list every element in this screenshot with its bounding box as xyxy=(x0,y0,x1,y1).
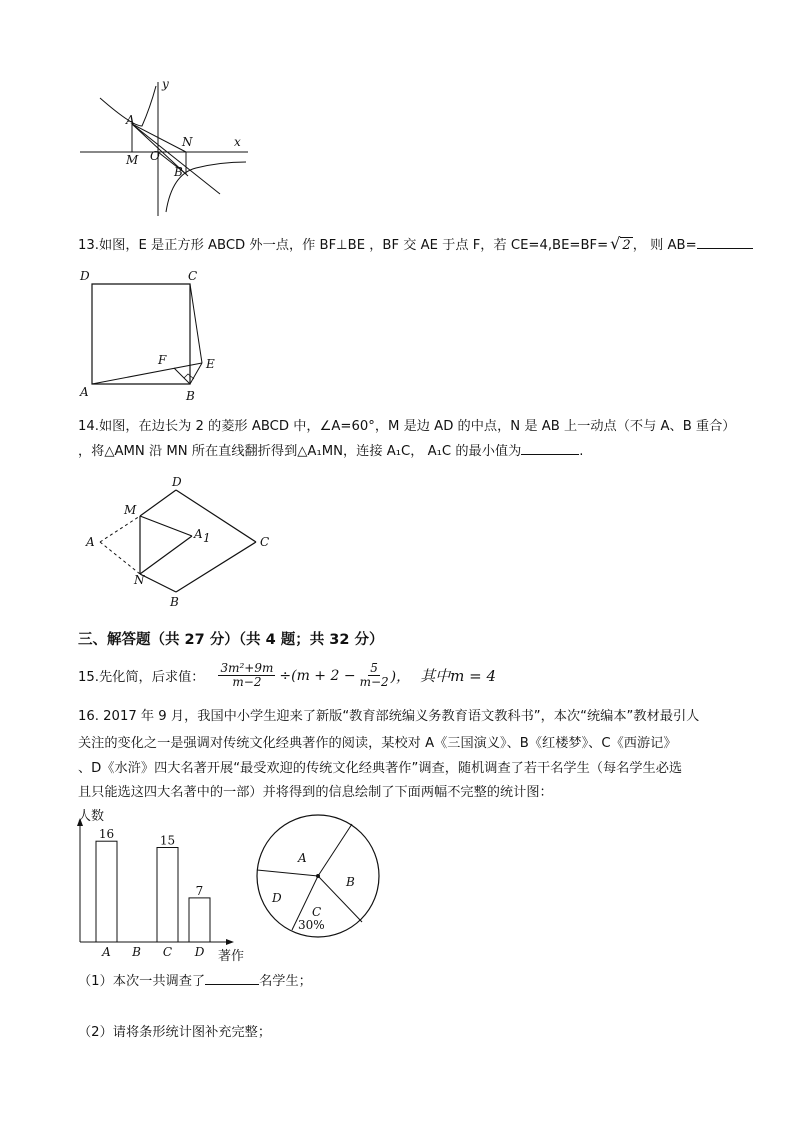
pie-chart xyxy=(254,812,384,942)
q13-text: 13.如图，E 是正方形 ABCD 外一点，作 BF⊥BE ，BF 交 AE 于点 F，若 CE=4,BE=BF= √ 2 ， 则 AB= xyxy=(78,234,753,253)
pie-slice-label-a: A xyxy=(298,851,307,865)
label-o: O xyxy=(150,149,160,163)
q15-line: 15.先化简，后求值： $\frac{\text{3m²+9m}}{m-2}$ ÷(m + 2 − $\frac{5}{m-2}$ )， 其中m = 4 xyxy=(78,661,496,689)
bar-x-axis-label: 著作 xyxy=(218,949,245,964)
bar-value-label-c: 15 xyxy=(159,833,176,848)
bar-value-label-d: 7 xyxy=(195,883,204,898)
label-a1: A xyxy=(194,527,203,541)
line-an xyxy=(132,124,186,152)
label-d: D xyxy=(172,475,182,489)
bar-value-label-a: 16 xyxy=(98,827,115,842)
bar-tick-label-d: D xyxy=(194,945,205,959)
label-a1-sub: 1 xyxy=(203,531,211,545)
dashed-am xyxy=(100,516,140,542)
label-m: M xyxy=(124,503,137,517)
fraction-1: $\frac{\text{3m²+9m}}{m-2}$ xyxy=(220,661,274,689)
pie-center xyxy=(316,874,320,878)
segment-na1 xyxy=(140,536,192,574)
label-e: E xyxy=(206,357,215,371)
sqrt-symbol: √ xyxy=(610,234,621,253)
bar-y-axis-label: 人数 xyxy=(78,809,105,824)
label-c: C xyxy=(188,269,198,283)
segment-be xyxy=(190,363,202,384)
dashed-an xyxy=(100,542,140,574)
sqrt-radicand: 2 xyxy=(622,238,631,253)
pie-percent-label-c: 30% xyxy=(298,918,325,932)
label-c: C xyxy=(260,535,270,549)
label-f: F xyxy=(158,353,167,367)
segment-bf xyxy=(174,368,190,384)
side-md xyxy=(140,490,176,516)
segment-ce xyxy=(190,284,202,363)
q16-line2: 关注的变化之一是强调对传统文化经典著作的阅读，某校对 A《三国演义》、B《红楼梦》、C《西游记》 xyxy=(78,736,677,751)
bar-x-arrow xyxy=(226,939,234,945)
label-b: B xyxy=(170,595,179,609)
label-y: y xyxy=(162,78,169,91)
answer-blank-q16-1[interactable] xyxy=(205,972,259,985)
side-bn xyxy=(140,574,176,592)
bar-chart xyxy=(70,800,260,966)
figure-q13-square xyxy=(74,264,234,406)
q16-line3: 、D《水浒》四大名著开展“最受欢迎的传统文化经典著作”调查，随机调查了若干名学生（每名学生必选 xyxy=(78,761,683,776)
bar-tick-label-a: A xyxy=(102,945,111,959)
answer-blank-q13[interactable] xyxy=(697,236,753,249)
label-b: B xyxy=(174,165,183,179)
label-n: N xyxy=(182,135,193,149)
label-a: A xyxy=(126,113,135,127)
bar-tick-label-b: B xyxy=(132,945,141,959)
answer-blank-q14[interactable] xyxy=(521,442,579,455)
bar-a xyxy=(96,841,117,942)
bar-d xyxy=(189,898,210,942)
figure-q12-hyperbola xyxy=(70,78,260,220)
label-x: x xyxy=(234,135,241,149)
label-n: N xyxy=(134,573,145,587)
q16-line1: 16. 2017 年 9 月，我国中小学生迎来了新版“教育部统编义务教育语文教科书”，本次“统编本”教材最引人 xyxy=(78,709,700,724)
q16-sub2: （2）请将条形统计图补充完整； xyxy=(78,1025,272,1040)
segment-ma1 xyxy=(140,516,192,536)
label-d: D xyxy=(80,269,90,283)
bar-tick-label-c: C xyxy=(162,945,173,959)
label-a: A xyxy=(80,385,89,399)
q14-line2: ，将△AMN 沿 MN 所在直线翻折得到△A₁MN，连接 A₁C， A₁C 的最小值为 . xyxy=(78,444,584,459)
pie-slice-label-d: D xyxy=(272,891,282,905)
label-b: B xyxy=(186,389,195,403)
q15-condition: 其中m = 4 xyxy=(420,667,496,685)
q16-sub1: （1）本次一共调查了 名学生； xyxy=(78,974,312,989)
q15-close: )， xyxy=(390,668,411,685)
pie-slice-label-b: B xyxy=(346,875,355,889)
section-3-heading: 三、解答题（共 27 分）（共 4 题；共 32 分） xyxy=(78,632,384,648)
right-angle-mark xyxy=(184,374,194,379)
figure-q14-rhombus xyxy=(80,474,280,612)
fraction-2: $\frac{5}{m-2}$ xyxy=(359,661,389,689)
segment-ae xyxy=(92,363,202,384)
q16-line4: 且只能选这四大名著中的一部）并将得到的信息绘制了下面两幅不完整的统计图： xyxy=(78,785,553,800)
label-a: A xyxy=(86,535,95,549)
q14-line1: 14.如图，在边长为 2 的菱形 ABCD 中，∠A=60°，M 是边 AD 的中点，N 是 AB 上一动点（不与 A、B 重合） xyxy=(78,419,736,434)
bar-c xyxy=(157,848,178,943)
side-cb xyxy=(176,542,256,592)
q15-op: ÷(m + 2 − xyxy=(279,667,356,684)
pie-slice-label-c: C xyxy=(312,905,322,919)
label-m: M xyxy=(126,153,139,167)
